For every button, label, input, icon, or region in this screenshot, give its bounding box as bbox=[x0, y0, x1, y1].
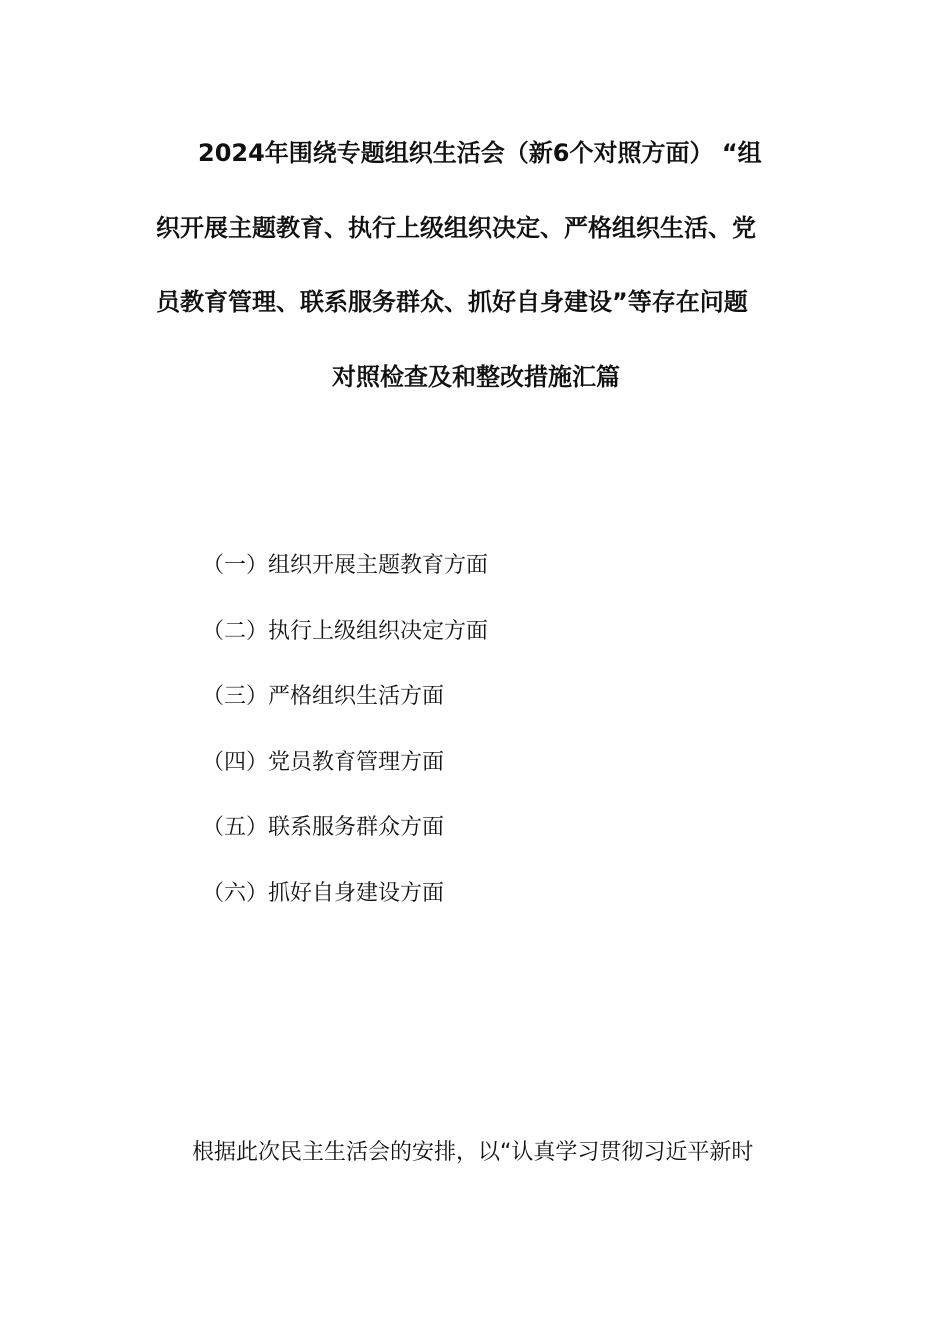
title-line-3: 员教育管理、联系服务群众、抓好自身建设”等存在问题 bbox=[156, 288, 748, 316]
toc-item-1: （一）组织开展主题教育方面 bbox=[202, 553, 489, 578]
title-line-2: 织开展主题教育、执行上级组织决定、严格组织生活、党 bbox=[156, 214, 756, 242]
toc-item-3: （三）严格组织生活方面 bbox=[202, 684, 445, 710]
toc-item-4: （四）党员教育管理方面 bbox=[202, 749, 445, 775]
title-line-1: 2024年围绕专题组织生活会（新6个对照方面） “组 bbox=[198, 139, 762, 167]
toc-item-6: （六）抓好自身建设方面 bbox=[202, 880, 445, 906]
title-line-4: 对照检查及和整改措施汇篇 bbox=[332, 363, 620, 391]
toc-item-2: （二）执行上级组织决定方面 bbox=[202, 618, 489, 644]
body-paragraph: 根据此次民主生活会的安排，以“认真学习贯彻习近平新时 bbox=[192, 1140, 754, 1165]
toc-item-5: （五）联系服务群众方面 bbox=[202, 815, 445, 841]
table-of-contents bbox=[202, 550, 488, 944]
